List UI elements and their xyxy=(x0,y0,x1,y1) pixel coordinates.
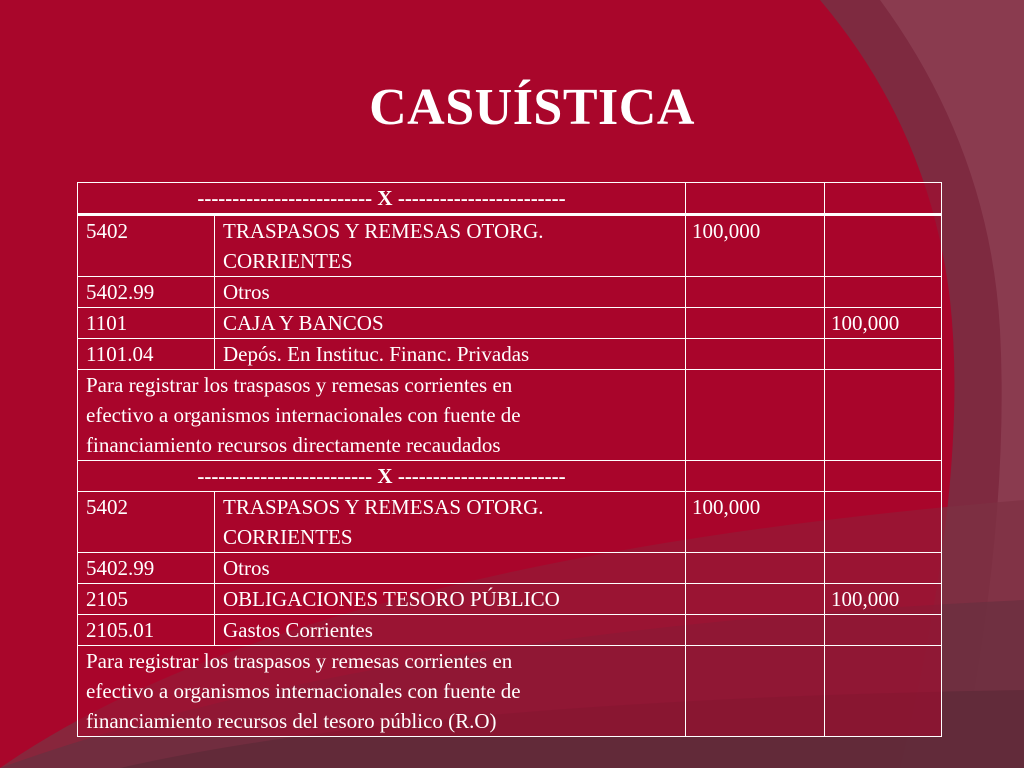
debit-amount: 100,000 xyxy=(686,215,825,277)
credit-amount: 100,000 xyxy=(825,584,942,615)
note-line: efectivo a organismos internacionales con fuente de xyxy=(86,679,521,703)
account-code: 2105 xyxy=(78,584,215,615)
table-row xyxy=(78,615,942,646)
account-code: 2105.01 xyxy=(78,615,215,646)
entry-separator: ------------------------- X ------------------------ xyxy=(78,183,686,215)
account-code: 5402.99 xyxy=(78,553,215,584)
credit-cell xyxy=(825,370,942,461)
table-row xyxy=(78,492,942,553)
account-description: Otros xyxy=(215,553,686,584)
entry-note xyxy=(78,370,686,461)
debit-cell xyxy=(686,183,825,215)
description-line: CORRIENTES xyxy=(223,525,353,549)
debit-amount xyxy=(686,615,825,646)
credit-amount xyxy=(825,615,942,646)
account-code: 5402.99 xyxy=(78,277,215,308)
note-line: financiamiento recursos del tesoro público (R.O) xyxy=(86,709,497,733)
entry-note-row xyxy=(78,370,942,461)
debit-amount xyxy=(686,553,825,584)
debit-cell xyxy=(686,370,825,461)
entry-separator-row xyxy=(78,183,942,215)
debit-amount xyxy=(686,277,825,308)
credit-amount xyxy=(825,492,942,553)
entry-separator-row xyxy=(78,461,942,492)
note-line: financiamiento recursos directamente recaudados xyxy=(86,433,501,457)
credit-cell xyxy=(825,646,942,737)
description-line: TRASPASOS Y REMESAS OTORG. xyxy=(223,495,544,519)
credit-amount xyxy=(825,215,942,277)
debit-cell xyxy=(686,646,825,737)
entry-note-row xyxy=(78,646,942,737)
credit-amount: 100,000 xyxy=(825,308,942,339)
table-row xyxy=(78,215,942,277)
note-line: Para registrar los traspasos y remesas corrientes en xyxy=(86,373,513,397)
table-row xyxy=(78,308,942,339)
credit-cell xyxy=(825,461,942,492)
account-description: OBLIGACIONES TESORO PÚBLICO xyxy=(215,584,686,615)
table-row xyxy=(78,339,942,370)
debit-amount: 100,000 xyxy=(686,492,825,553)
note-line: Para registrar los traspasos y remesas corrientes en xyxy=(86,649,513,673)
account-description xyxy=(215,215,686,277)
debit-cell xyxy=(686,461,825,492)
credit-amount xyxy=(825,553,942,584)
credit-amount xyxy=(825,339,942,370)
account-code: 1101 xyxy=(78,308,215,339)
table-row xyxy=(78,584,942,615)
account-code: 5402 xyxy=(78,492,215,553)
description-line: CORRIENTES xyxy=(223,249,353,273)
journal-entries-table xyxy=(77,182,942,737)
table-row xyxy=(78,277,942,308)
page-title: CASUÍSTICA xyxy=(369,79,695,136)
debit-amount xyxy=(686,339,825,370)
account-description: Otros xyxy=(215,277,686,308)
account-code: 1101.04 xyxy=(78,339,215,370)
entry-note xyxy=(78,646,686,737)
account-description: Gastos Corrientes xyxy=(215,615,686,646)
account-description xyxy=(215,492,686,553)
note-line: efectivo a organismos internacionales con fuente de xyxy=(86,403,521,427)
entry-separator: ------------------------- X ------------------------ xyxy=(78,461,686,492)
credit-amount xyxy=(825,277,942,308)
description-line: TRASPASOS Y REMESAS OTORG. xyxy=(223,219,544,243)
table-row xyxy=(78,553,942,584)
credit-cell xyxy=(825,183,942,215)
debit-amount xyxy=(686,584,825,615)
account-description: CAJA Y BANCOS xyxy=(215,308,686,339)
debit-amount xyxy=(686,308,825,339)
account-code: 5402 xyxy=(78,215,215,277)
account-description: Depós. En Instituc. Financ. Privadas xyxy=(215,339,686,370)
